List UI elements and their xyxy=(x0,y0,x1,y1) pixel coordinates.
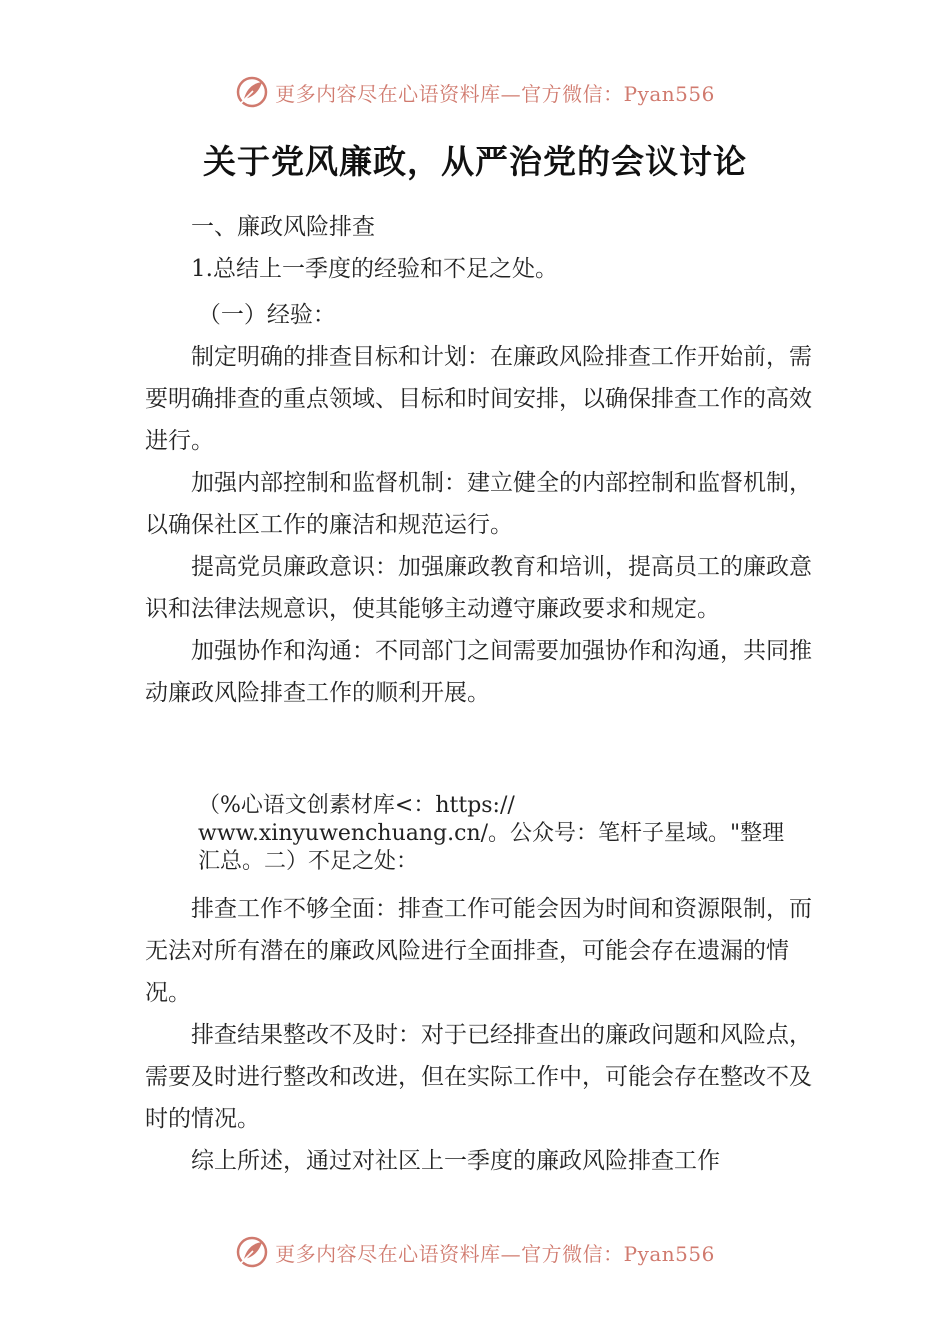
source-note xyxy=(198,792,838,876)
heading-level3: （一）经验： xyxy=(197,302,336,328)
page-title: 关于党风廉政，从严治党的会议讨论 xyxy=(203,142,747,181)
leaf-circle-logo-icon xyxy=(235,1235,269,1269)
paragraph: 提高党员廉政意识：加强廉政教育和培训，提高员工的廉政意识和法律法规意识，使其能够主动遵守廉政要求和规定。 xyxy=(145,554,812,622)
paragraph: 排查工作不够全面：排查工作可能会因为时间和资源限制，而无法对所有潜在的廉政风险进行全面排查，可能会存在遗漏的情况。 xyxy=(145,896,812,1006)
note-line: www.xinyuwenchuang.cn/。公众号：笔杆子星域。"整理 xyxy=(198,821,785,846)
paragraph: 排查结果整改不及时：对于已经排查出的廉政问题和风险点，需要及时进行整改和改进，但在实际工作中，可能会存在整改不及时的情况。 xyxy=(145,1022,812,1132)
note-line: 汇总。二）不足之处： xyxy=(198,849,419,874)
heading-level2: 1.总结上一季度的经验和不足之处。 xyxy=(191,256,558,282)
footer-banner xyxy=(0,1232,950,1272)
paragraph: 加强协作和沟通：不同部门之间需要加强协作和沟通，共同推动廉政风险排查工作的顺利开展。 xyxy=(145,638,812,706)
paragraph: 加强内部控制和监督机制：建立健全的内部控制和监督机制，以确保社区工作的廉洁和规范运行。 xyxy=(145,470,812,538)
leaf-circle-logo-icon xyxy=(235,75,269,109)
section-upper xyxy=(145,206,815,714)
heading-level1: 一、廉政风险排查 xyxy=(191,214,375,240)
banner-text: 更多内容尽在心语资料库—官方微信：Pyan556 xyxy=(275,81,715,106)
note-line: （%心语文创素材库<：https:// xyxy=(198,793,515,818)
paragraph: 制定明确的排查目标和计划：在廉政风险排查工作开始前，需要明确排查的重点领域、目标和时间安排，以确保排查工作的高效进行。 xyxy=(145,344,812,454)
paragraph: 综上所述，通过对社区上一季度的廉政风险排查工作 xyxy=(191,1148,720,1174)
section-lower xyxy=(145,888,815,1182)
banner-text: 更多内容尽在心语资料库—官方微信：Pyan556 xyxy=(275,1241,715,1266)
header-banner xyxy=(0,72,950,112)
